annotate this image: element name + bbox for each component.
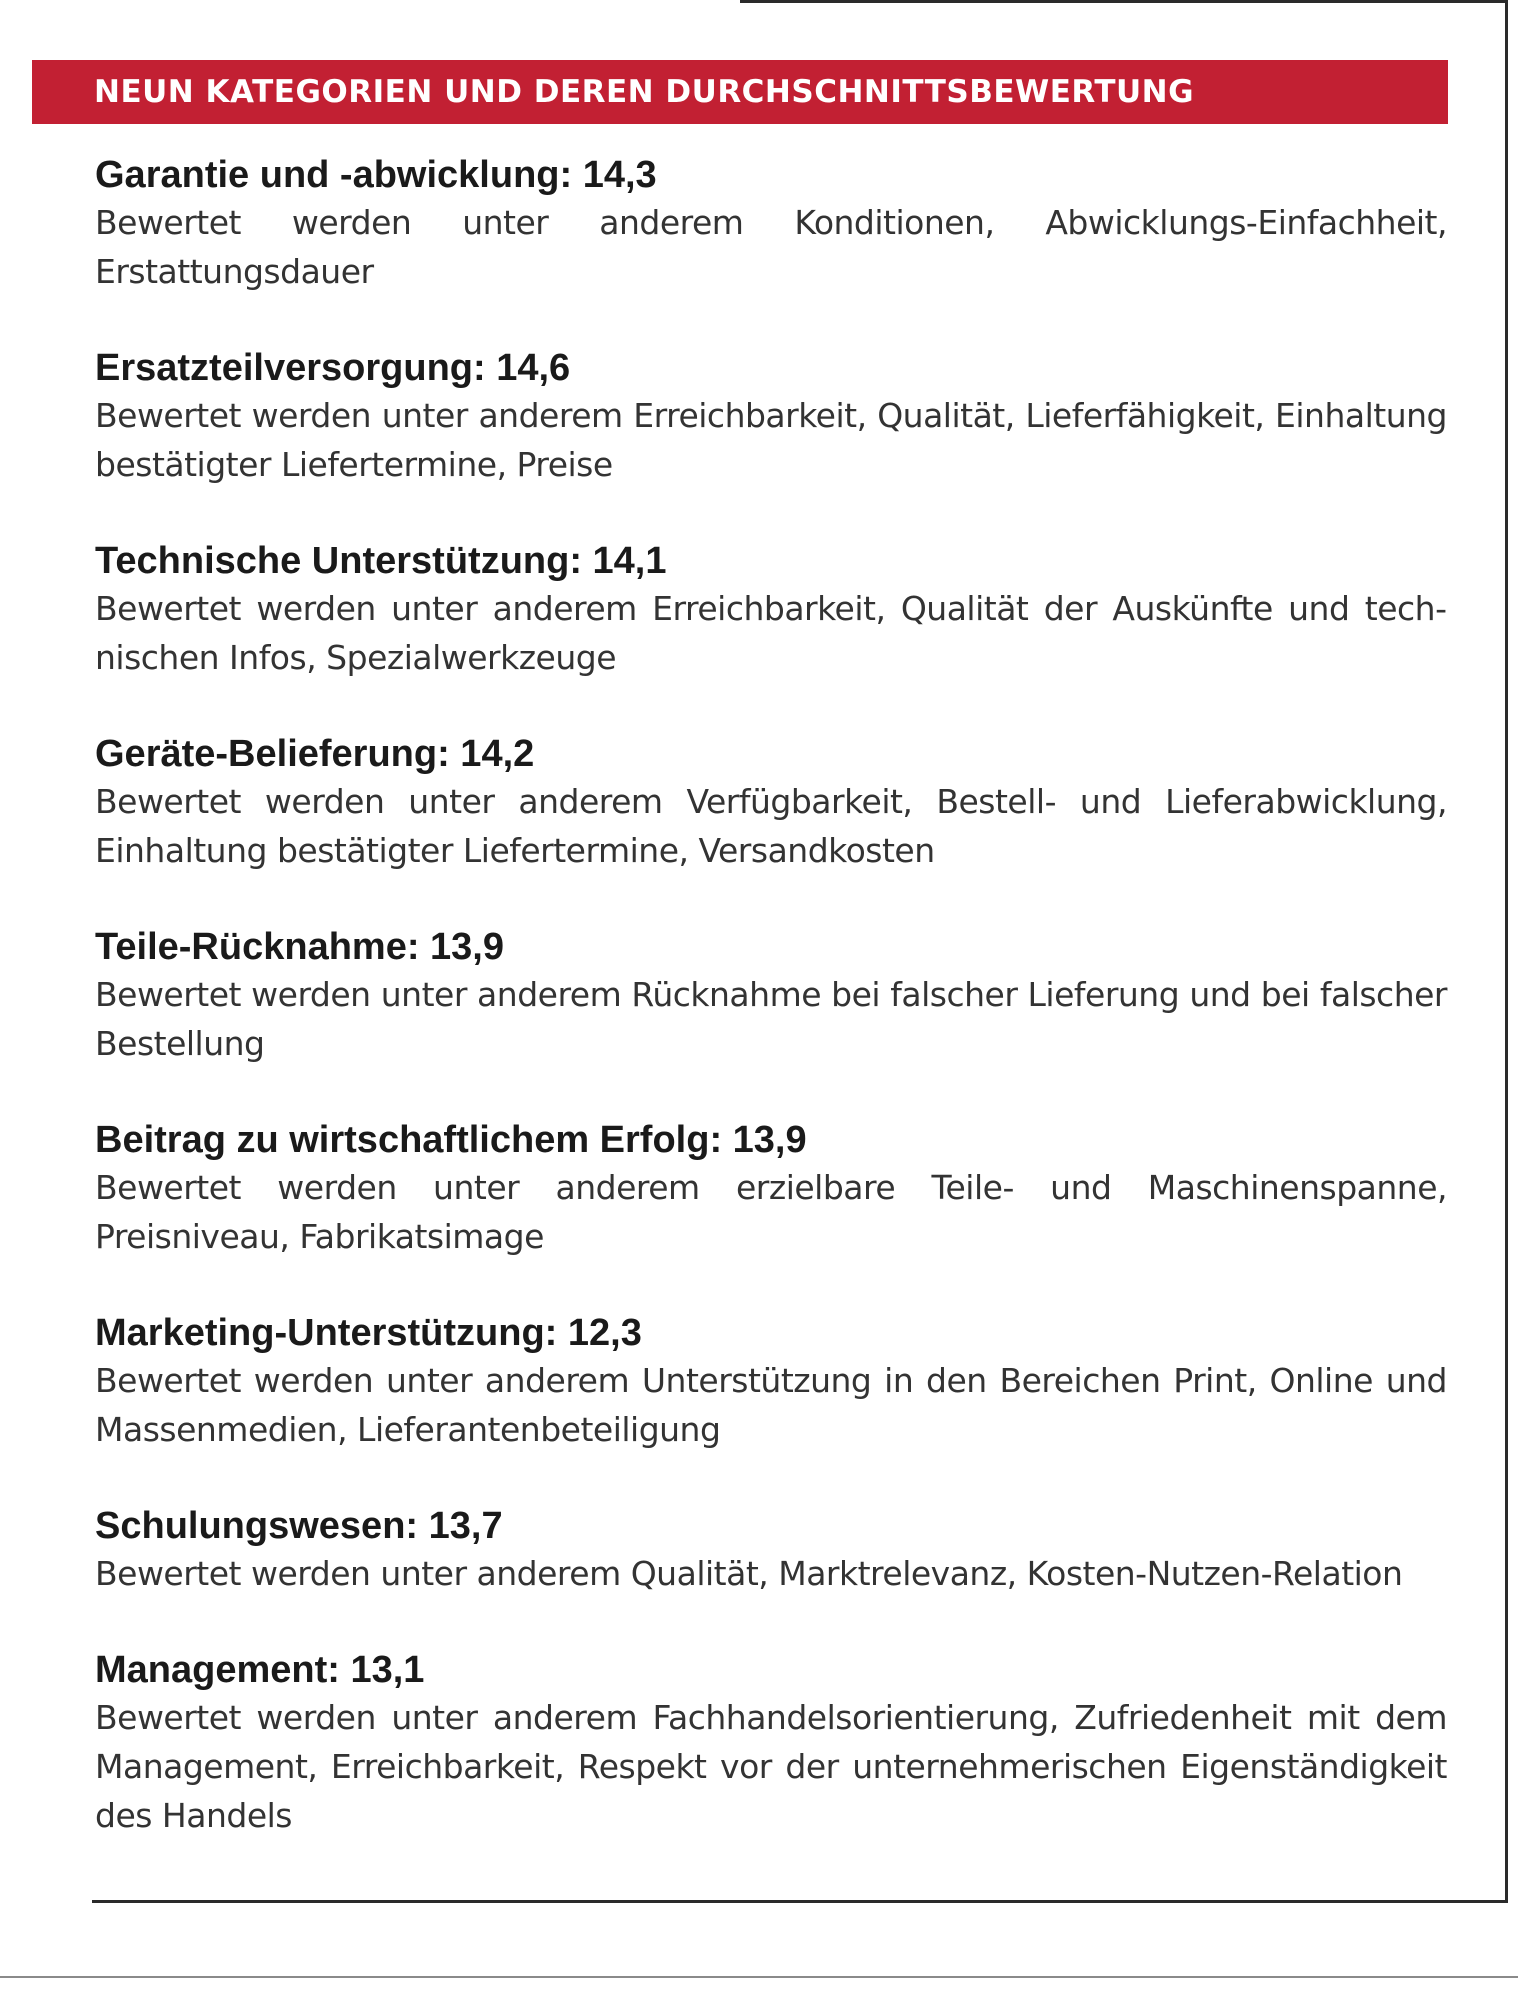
category-description: Bewertet werden unter anderem Qualität, Marktrelevanz, Kosten-Nutzen-Relation bbox=[95, 1554, 1403, 1593]
category-heading: Garantie und -abwicklung: 14,3 bbox=[95, 154, 657, 196]
category-item bbox=[95, 1310, 1447, 1454]
category-item bbox=[95, 924, 1447, 1068]
category-item bbox=[95, 152, 1447, 296]
category-list bbox=[95, 152, 1447, 1889]
category-description: Bewertet werden unter anderem Verfügbarkeit, Bestell- und Lieferabwicklung, Einhaltung bestätigter Liefertermine, Versandkosten bbox=[95, 782, 1447, 870]
category-heading: Technische Unterstützung: 14,1 bbox=[95, 540, 667, 582]
category-description: Bewertet werden unter anderem Unterstützung in den Bereichen Print, Online und Massenmedien, Lieferantenbeteiligung bbox=[95, 1361, 1447, 1449]
category-description: Bewertet werden unter anderem Rücknahme bei falscher Lieferung und bei falscher Bestellung bbox=[95, 975, 1447, 1063]
page-bottom-divider bbox=[0, 1976, 1518, 1978]
category-item bbox=[95, 345, 1447, 489]
category-heading: Geräte-Belieferung: 14,2 bbox=[95, 733, 535, 775]
category-item bbox=[95, 1503, 1447, 1598]
frame-bottom-rule bbox=[92, 1900, 1508, 1903]
category-description: Bewertet werden unter anderem Konditionen, Abwicklungs-Einfachheit, Erstattungsdauer bbox=[95, 203, 1447, 291]
category-heading: Schulungswesen: 13,7 bbox=[95, 1505, 503, 1547]
header-title: NEUN KATEGORIEN UND DEREN DURCHSCHNITTSBEWERTUNG bbox=[94, 74, 1195, 110]
category-description: Bewertet werden unter anderem Erreichbarkeit, Qualität, Lieferfähigkeit, Einhaltung bestätigter Liefertermine, Preise bbox=[95, 396, 1447, 484]
category-heading: Teile-Rücknahme: 13,9 bbox=[95, 926, 505, 968]
header-band bbox=[32, 60, 1448, 124]
frame-right-rule bbox=[1505, 0, 1508, 1903]
category-description: Bewertet werden unter anderem Fachhandelsorientierung, Zufriedenheit mit dem Management, Erreichbarkeit, Respekt vor der unternehmerischen Eigenständigkeit des Handels bbox=[95, 1698, 1447, 1835]
frame-top-rule bbox=[740, 0, 1508, 3]
category-heading: Marketing-Unterstützung: 12,3 bbox=[95, 1312, 642, 1354]
category-description: Bewertet werden unter anderem erzielbare Teile- und Maschinenspanne, Preisniveau, Fabrikatsimage bbox=[95, 1168, 1447, 1256]
category-item bbox=[95, 538, 1447, 682]
category-item bbox=[95, 1117, 1447, 1261]
category-item bbox=[95, 1647, 1447, 1840]
category-heading: Management: 13,1 bbox=[95, 1649, 425, 1691]
category-description: Bewertet werden unter anderem Erreichbarkeit, Qualität der Auskünfte und technischen Infos, Spezialwerkzeuge bbox=[95, 589, 1447, 677]
category-heading: Beitrag zu wirtschaftlichem Erfolg: 13,9 bbox=[95, 1119, 807, 1161]
category-item bbox=[95, 731, 1447, 875]
category-heading: Ersatzteilversorgung: 14,6 bbox=[95, 347, 571, 389]
